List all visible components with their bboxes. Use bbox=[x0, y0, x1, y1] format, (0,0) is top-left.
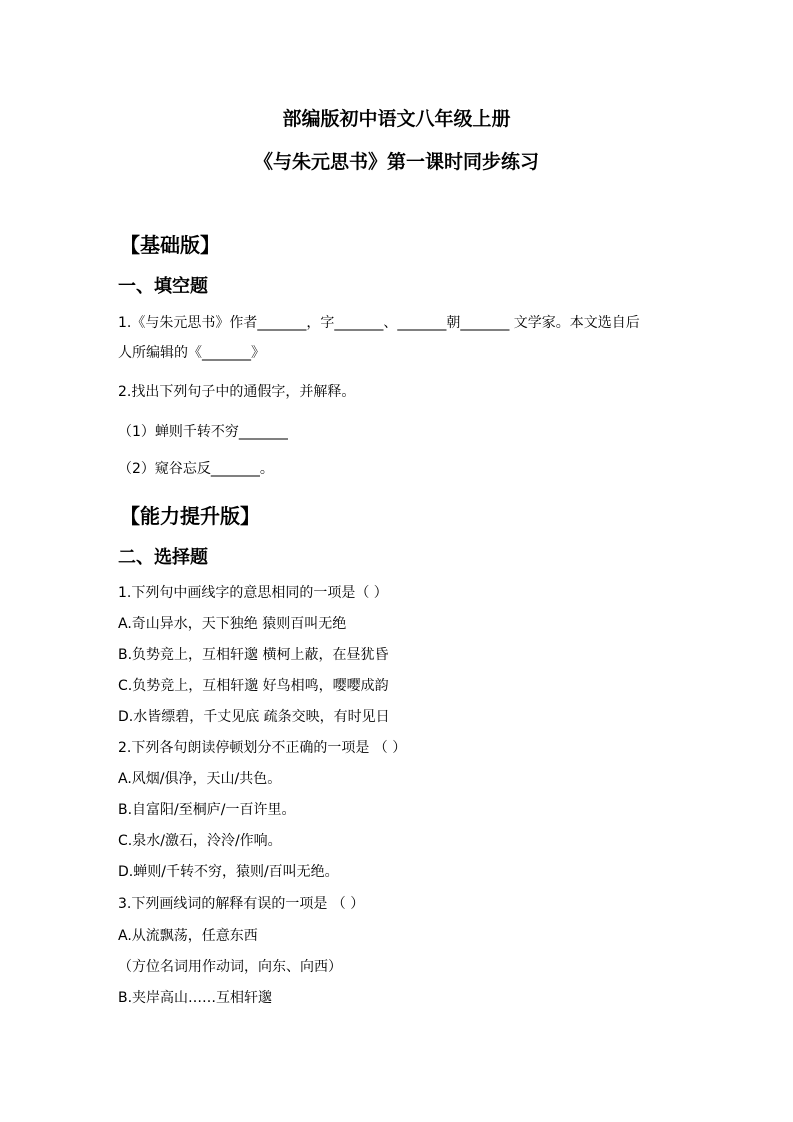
choice-question-3-option-b: B.夹岸高山……互相轩邈 bbox=[118, 990, 273, 1006]
choice-question-1-option-a: A.奇山异水，天下独绝 猿则百叫无绝 bbox=[118, 616, 347, 632]
advanced-version-label: 【能力提升版】 bbox=[120, 504, 260, 528]
choice-question-1-option-c: C.负势竞上，互相轩邈 好鸟相鸣，嘤嘤成韵 bbox=[118, 678, 389, 694]
choice-question-3-option-a: A.从流飘荡，任意东西 bbox=[118, 928, 258, 944]
document-title: 部编版初中语文八年级上册 bbox=[282, 108, 511, 130]
choice-question-3-option-a-note: （方位名词用作动词，向东、向西） bbox=[118, 959, 342, 975]
fill-blank-heading: 一、填空题 bbox=[118, 276, 208, 297]
choice-question-2-option-d: D.蝉则/千转不穷，猿则/百叫无绝。 bbox=[118, 864, 339, 880]
choice-question-1-option-b: B.负势竞上，互相轩邈 横柯上蔽，在昼犹昏 bbox=[118, 647, 389, 663]
fill-question-2-item-1: （1）蝉则千转不穷_______ bbox=[118, 424, 288, 440]
fill-question-1-line-1: 1.《与朱元思书》作者_______，字_______、_______朝_______ 文学家。本文选自后 bbox=[118, 315, 640, 331]
fill-question-2: 2.找出下列句子中的通假字，并解释。 bbox=[118, 384, 356, 400]
choice-question-1: 1.下列句中画线字的意思相同的一项是（ ） bbox=[118, 585, 388, 601]
document-subtitle: 《与朱元思书》第一课时同步练习 bbox=[253, 151, 539, 173]
choice-question-1-option-d: D.水皆缥碧，千丈见底 疏条交映，有时见日 bbox=[118, 709, 390, 725]
fill-question-2-item-2: （2）窥谷忘反_______。 bbox=[118, 461, 274, 477]
choice-question-2-option-b: B.自富阳/至桐庐/一百许里。 bbox=[118, 802, 296, 818]
fill-question-1-line-2: 人所编辑的《_______》 bbox=[118, 345, 265, 361]
choice-question-3: 3.下列画线词的解释有误的一项是 （ ） bbox=[118, 896, 365, 912]
choice-question-2-option-a: A.风烟/俱净，天山/共色。 bbox=[118, 771, 282, 787]
choice-heading: 二、选择题 bbox=[118, 547, 208, 568]
choice-question-2-option-c: C.泉水/激石，泠泠/作响。 bbox=[118, 833, 282, 849]
basic-version-label: 【基础版】 bbox=[120, 233, 220, 257]
choice-question-2: 2.下列各句朗读停顿划分不正确的一项是 （ ） bbox=[118, 740, 407, 756]
